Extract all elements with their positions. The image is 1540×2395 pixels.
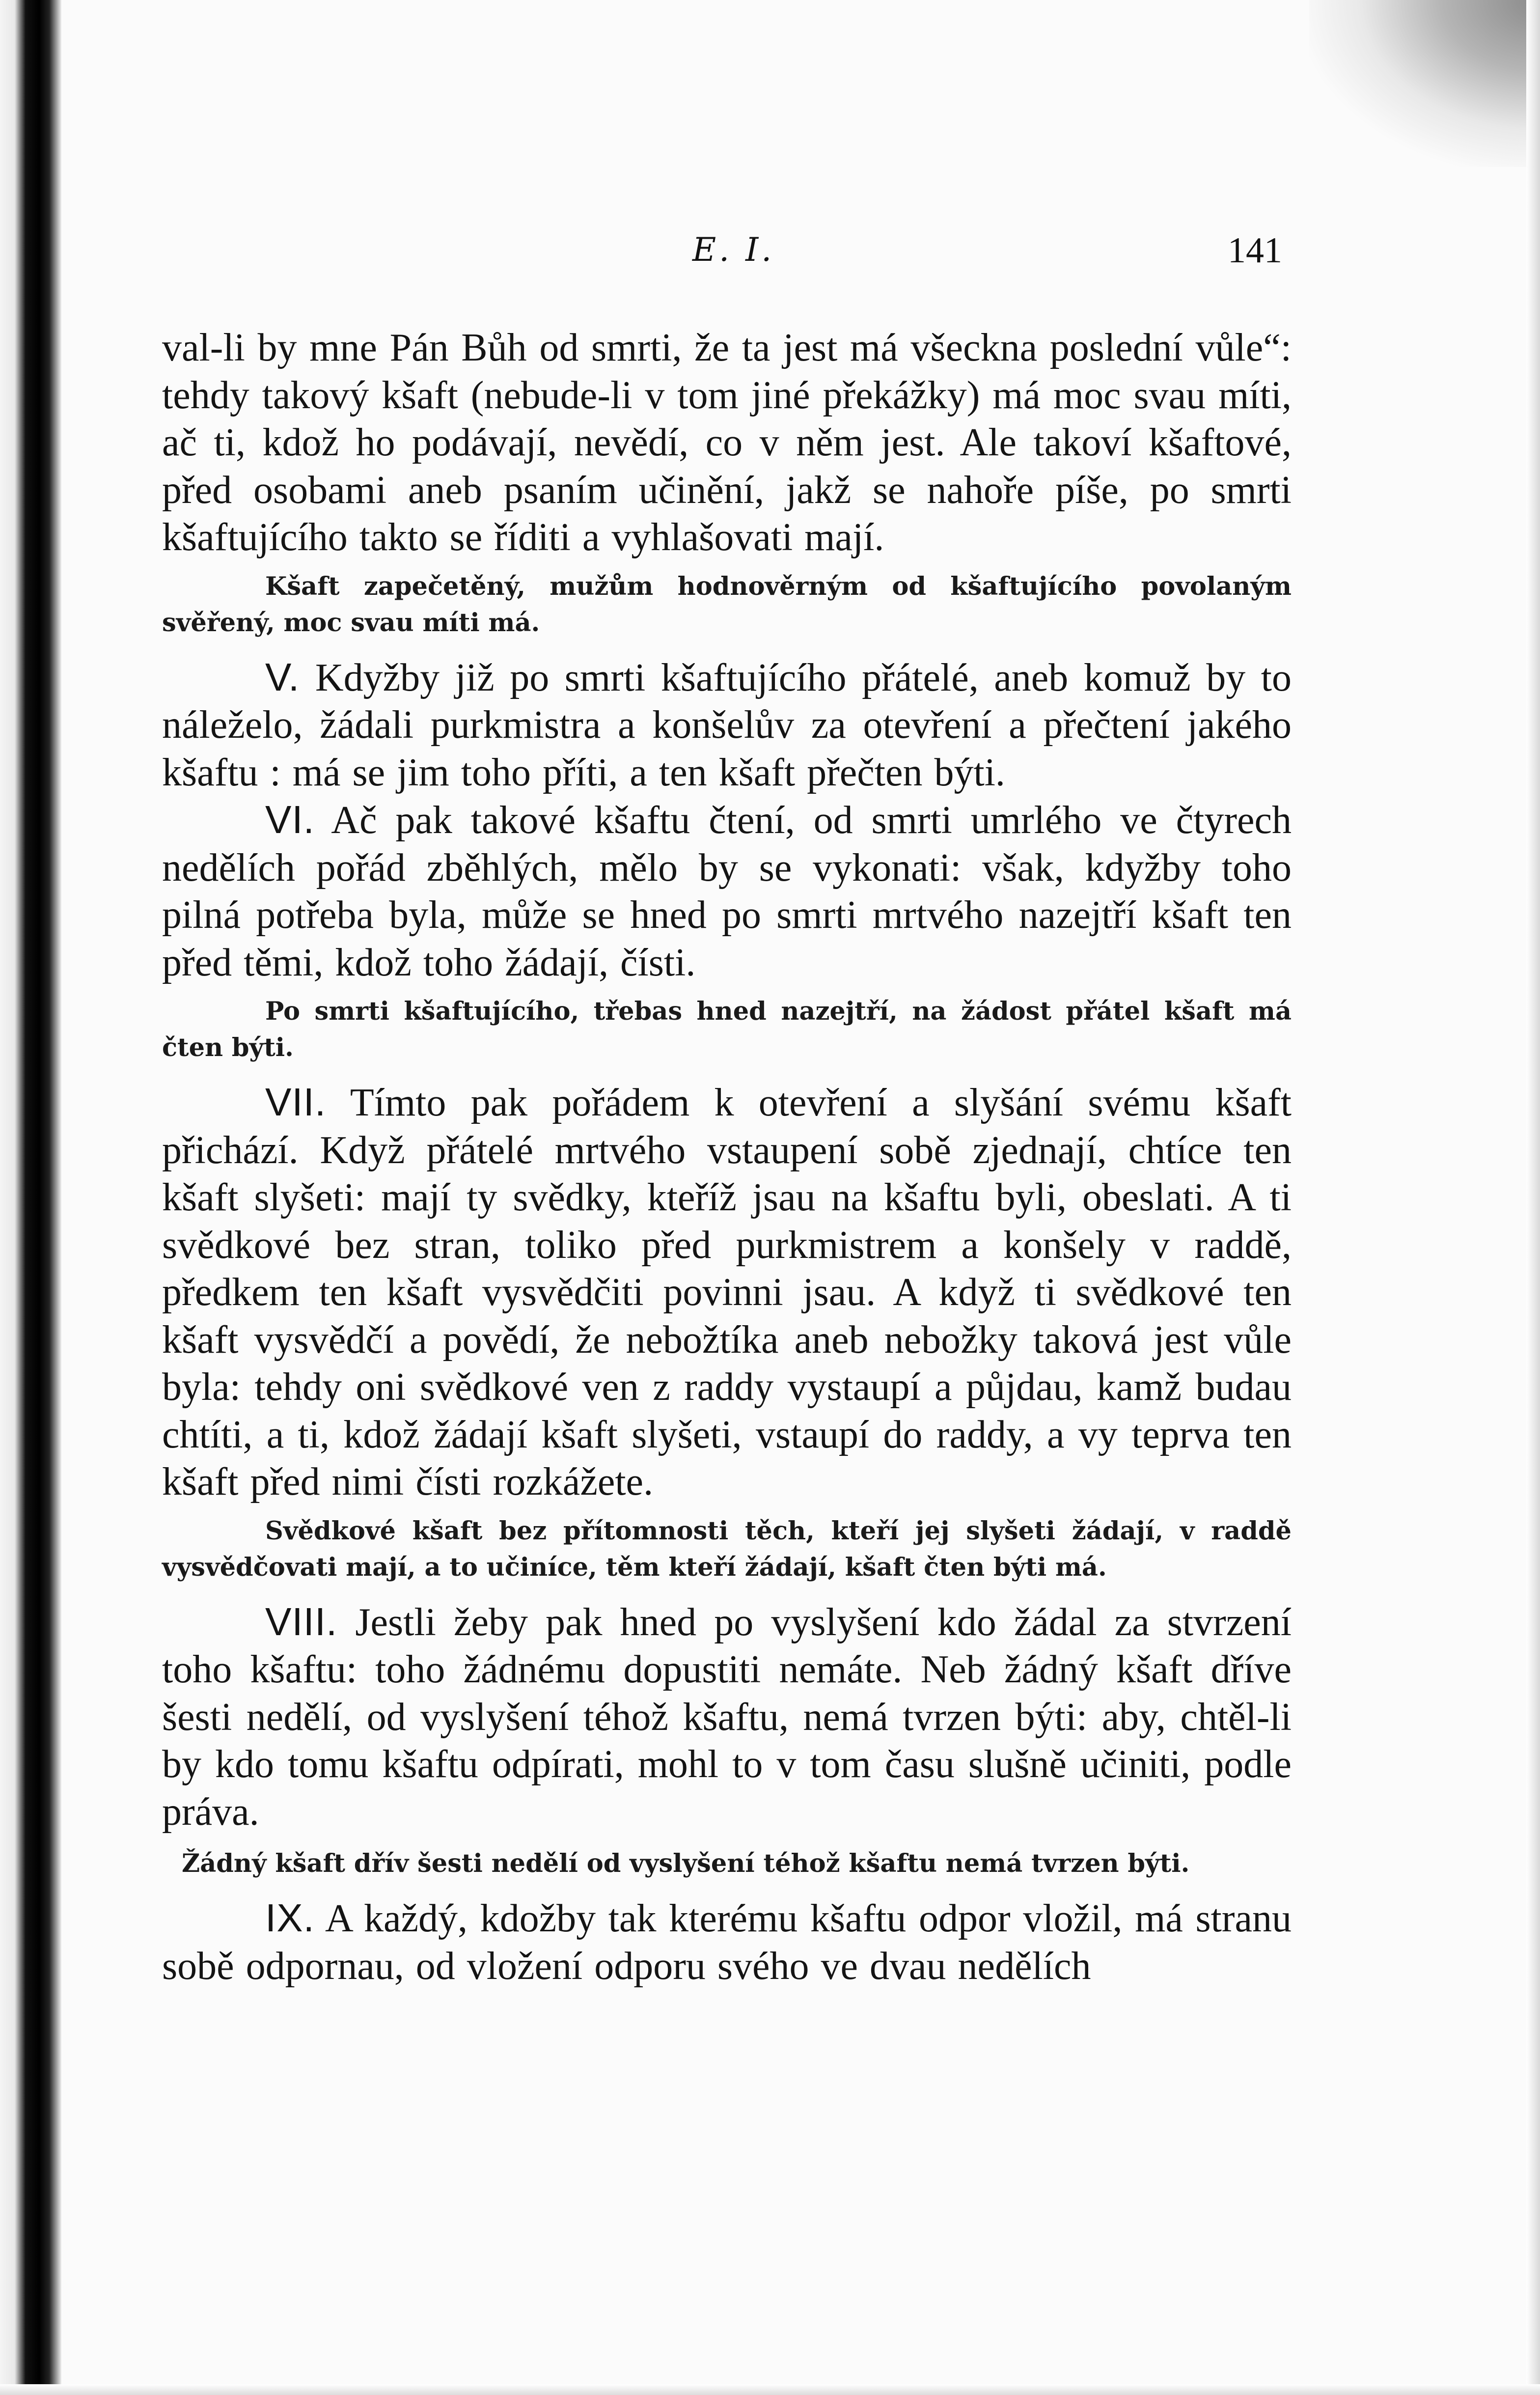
section-text: Ač pak takové kšaftu čtení, od smrti umrlého ve čtyrech nedělích pořád zběhlých, mělo by se vykonati: však, kdyžby toho pilná potřeba byla, může se hned po smrti mrtvého nazejtří kšaft ten před těmi, kdož toho žádají, čísti.: [162, 799, 1292, 984]
corner-shadow: [1309, 0, 1540, 167]
section-text: Tímto pak pořádem k otevření a slyšání svému kšaft přichází. Když přátelé mrtvého vstaupení sobě zjednají, chtíce ten kšaft slyšeti: mají ty svědky, kteříž jsau na kšaftu byli, obeslati. A ti svědkové bez stran, toliko před purkmistrem a konšely v raddě, předkem ten kšaft vysvědčiti povinni jsau. A když ti svědkové ten kšaft vysvědčí a povědí, že nebožtíka aneb nebožky taková jest vůle byla: tehdy oni svědkové ven z raddy vystaupí a půjdau, kamž budau chtíti, a ti, kdož žádají kšaft slyšeti, vstaupí do raddy, a vy teprva ten kšaft před nimi čísti rozkážete.: [162, 1081, 1292, 1504]
paragraph-continuation: val-li by mne Pán Bůh od smrti, že ta jest má všeckna poslední vůle“: tehdy takový kšaft (nebude-li v tom jiné překážky) má moc svau míti, ač ti, kdož ho podávají, nevědí, co v něm jest. Ale takoví kšaftové, před osobami aneb psaním učinění, jakž se nahoře píše, po smrti kšaftujícího takto se říditi a vyhlašovati mají.: [162, 326, 1292, 559]
section-numeral: IX.: [265, 1896, 315, 1940]
page-right-edge: [1526, 0, 1540, 2395]
section-vi: [162, 796, 1292, 986]
section-text: A každý, kdožby tak kterému kšaftu odpor vložil, má stranu sobě odpornau, od vložení odporu svého ve dvau nedělích: [162, 1897, 1292, 1988]
running-head: E. I.: [692, 231, 775, 269]
margin-note-3: Svědkové kšaft bez přítomnosti těch, kteří jej slyšeti žádají, v raddě vysvědčovati mají, a to učiníce, těm kteří žádají, kšaft čten býti má.: [162, 1516, 1292, 1582]
book-binding-edge: [0, 0, 61, 2395]
section-numeral: V.: [265, 655, 300, 699]
section-text: Jestli žeby pak hned po vyslyšení kdo žádal za stvrzení toho kšaftu: toho žádnému dopustiti nemáte. Neb žádný kšaft dříve šesti nedělí, od vyslyšení téhož kšaftu, nemá tvrzen býti: aby, chtěl-li by kdo tomu kšaftu odpírati, mohl to v tom času slušně učiniti, podle práva.: [162, 1600, 1292, 1834]
margin-note-4: Žádný kšaft dřív šesti nedělí od vyslyšení téhož kšaftu nemá tvrzen býti.: [182, 1849, 1190, 1878]
page-bottom-edge: [0, 2384, 1540, 2395]
section-text: Kdyžby již po smrti kšaftujícího přátelé, aneb komuž by to náleželo, žádali purkmistra a konšelův za otevření a přečtení jakého kšaftu : má se jim toho příti, a ten kšaft přečten býti.: [162, 656, 1292, 794]
section-viii: [162, 1598, 1292, 1836]
section-v: [162, 654, 1292, 797]
section-numeral: VIII.: [265, 1599, 338, 1643]
section-numeral: VII.: [265, 1080, 327, 1124]
margin-note-2: Po smrti kšaftujícího, třebas hned nazejtří, na žádost přátel kšaft má čten býti.: [162, 997, 1292, 1062]
section-vii: [162, 1079, 1292, 1506]
page-text: [162, 324, 1292, 1990]
page-number: 141: [1228, 230, 1282, 271]
margin-note-1: Kšaft zapečetěný, mužům hodnověrným od kšaftujícího povolaným svěřený, moc svau míti má.: [162, 571, 1292, 638]
section-numeral: VI.: [265, 798, 315, 841]
section-ix: [162, 1894, 1292, 1990]
